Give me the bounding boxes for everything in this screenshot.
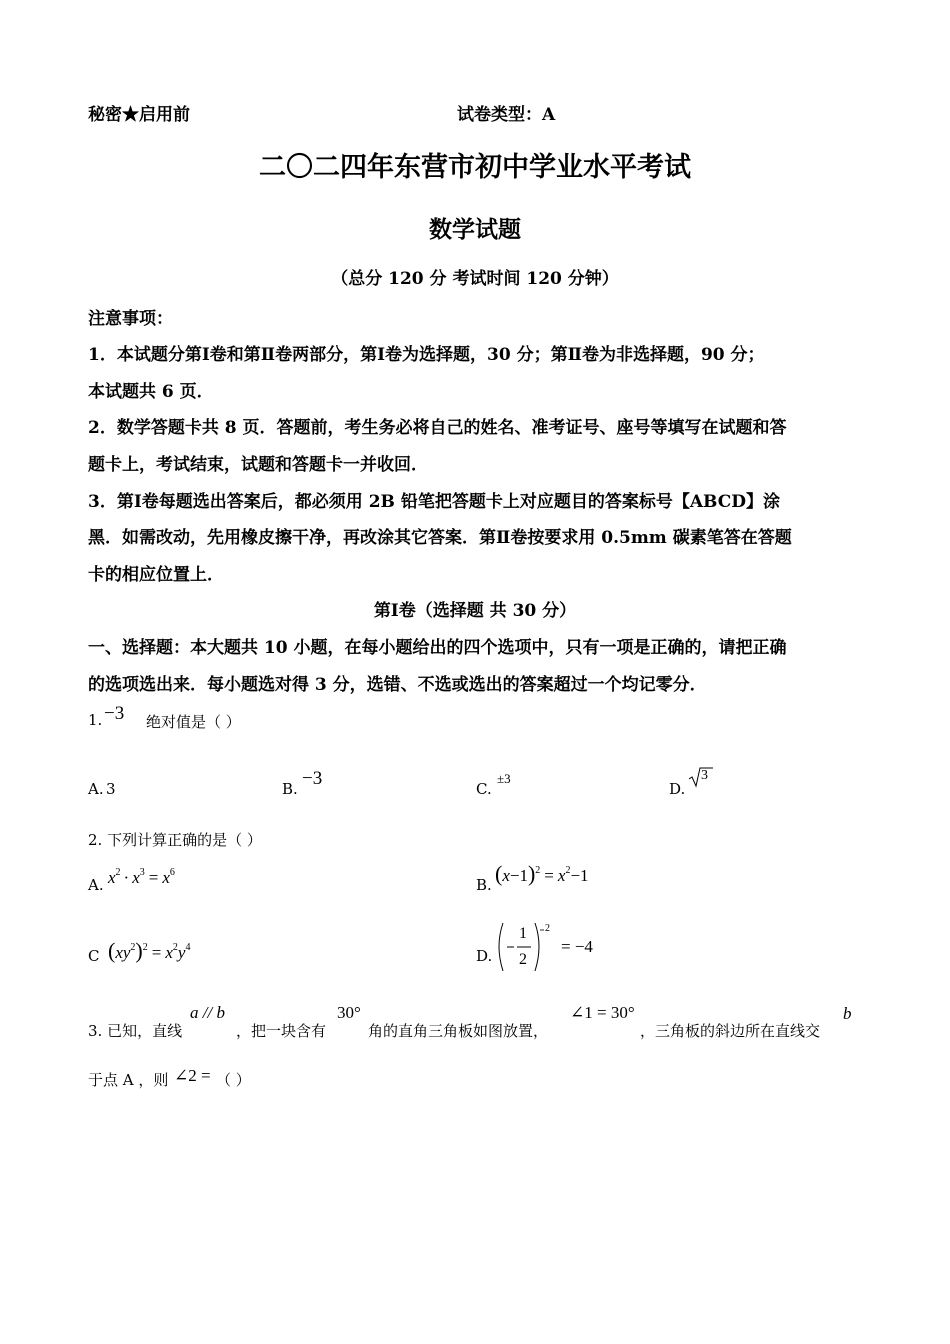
q3-math-parallel: a // b xyxy=(190,1003,225,1022)
q3-text: 于点 A ，则 xyxy=(88,1071,169,1089)
notes-heading: 注意事项： xyxy=(88,309,173,329)
notes-line: 卡的相应位置上． xyxy=(88,565,224,585)
section-intro: 的选项选出来．每小题选对得 3 分，选错、不选或选出的答案超过一个均记零分． xyxy=(88,675,707,695)
sqrt-3-expression xyxy=(688,766,714,788)
q1-text: 绝对值是（ ） xyxy=(146,713,241,731)
q2-option-c-label: C xyxy=(88,947,100,965)
q2-option-d-formula xyxy=(495,920,605,976)
notes-line: 3．第Ⅰ卷每题选出答案后，都必须用 2B 铅笔把答题卡上对应题目的答案标号【ABCD】涂 xyxy=(88,492,780,512)
exam-title: 二〇二四年东营市初中学业水平考试 xyxy=(259,152,691,183)
q2-option-d-label: D. xyxy=(476,947,493,965)
q1-option-c-value: ±3 xyxy=(497,771,511,786)
confidential-label: 秘密★启用前 xyxy=(88,105,190,125)
q3-math-b: b xyxy=(843,1004,852,1023)
q2-option-a-formula: $x^2 \cdot x^3 = x^6$ xyxy=(108,867,175,887)
section-intro: 一、选择题：本大题共 10 小题，在每小题给出的四个选项中，只有一项是正确的，请把正确 xyxy=(88,638,787,658)
q3-math-degree: 30° xyxy=(337,1003,361,1022)
notes-line: 黑．如需改动，先用橡皮擦干净，再改涂其它答案．第Ⅱ卷按要求用 0.5mm 碳素笔答在答题 xyxy=(88,528,792,548)
q3-math-angle2: ∠2 = xyxy=(174,1066,211,1085)
notes-line: 本试题共 6 页． xyxy=(88,382,214,402)
q3-text: ，把一块含有 xyxy=(236,1022,327,1040)
q3-text: （ ） xyxy=(216,1071,251,1089)
result: = −4 xyxy=(561,937,593,956)
q3-math-angle1: ∠1 = 30° xyxy=(570,1003,635,1022)
q1-option-b-value: −3 xyxy=(302,768,323,789)
q2-option-b-label: B. xyxy=(476,876,492,894)
notes-line: 1．本试题分第Ⅰ卷和第Ⅱ卷两部分，第Ⅰ卷为选择题，30 分；第Ⅱ卷为非选择题，90 分； xyxy=(88,345,765,365)
notes-line: 题卡上，考试结束，试题和答题卡一并收回． xyxy=(88,455,428,475)
q3-text: 3. 已知，直线 xyxy=(88,1022,183,1040)
q2-option-c-formula: $(xy^2)^2 = x^2y^4$ xyxy=(108,938,191,963)
section-title: 第Ⅰ卷（选择题 共 30 分） xyxy=(373,601,577,621)
q2-option-b-formula: $(x-1)^2 = x^2-1$ xyxy=(495,861,589,886)
q2-option-a-label: A. xyxy=(88,876,104,894)
exam-subtitle: 数学试题 xyxy=(429,216,521,243)
q1-option-b-label: B. xyxy=(282,780,298,798)
q1-option-a-value: 3 xyxy=(106,780,116,798)
radicand: 3 xyxy=(701,768,708,783)
exam-info: （总分 120 分 考试时间 120 分钟） xyxy=(331,269,619,289)
q1-number: 1. xyxy=(88,711,103,729)
q3-text: 角的直角三角板如图放置， xyxy=(368,1022,549,1040)
paper-type-label: 试卷类型：A xyxy=(457,105,556,125)
q2-stem: 2. 下列计算正确的是（ ） xyxy=(88,831,262,849)
q1-option-d-label: D. xyxy=(669,780,686,798)
exponent: 2 xyxy=(545,923,550,934)
numerator: 1 xyxy=(519,925,527,942)
q1-math: −3 xyxy=(104,703,125,724)
q1-option-a-label: A. xyxy=(88,780,104,798)
denominator: 2 xyxy=(519,951,527,968)
notes-line: 2．数学答题卡共 8 页．答题前，考生务必将自己的姓名、准考证号、座号等填写在试题和答 xyxy=(88,418,787,438)
q3-text: ，三角板的斜边所在直线交 xyxy=(640,1022,821,1040)
q1-option-c-label: C. xyxy=(476,780,492,798)
